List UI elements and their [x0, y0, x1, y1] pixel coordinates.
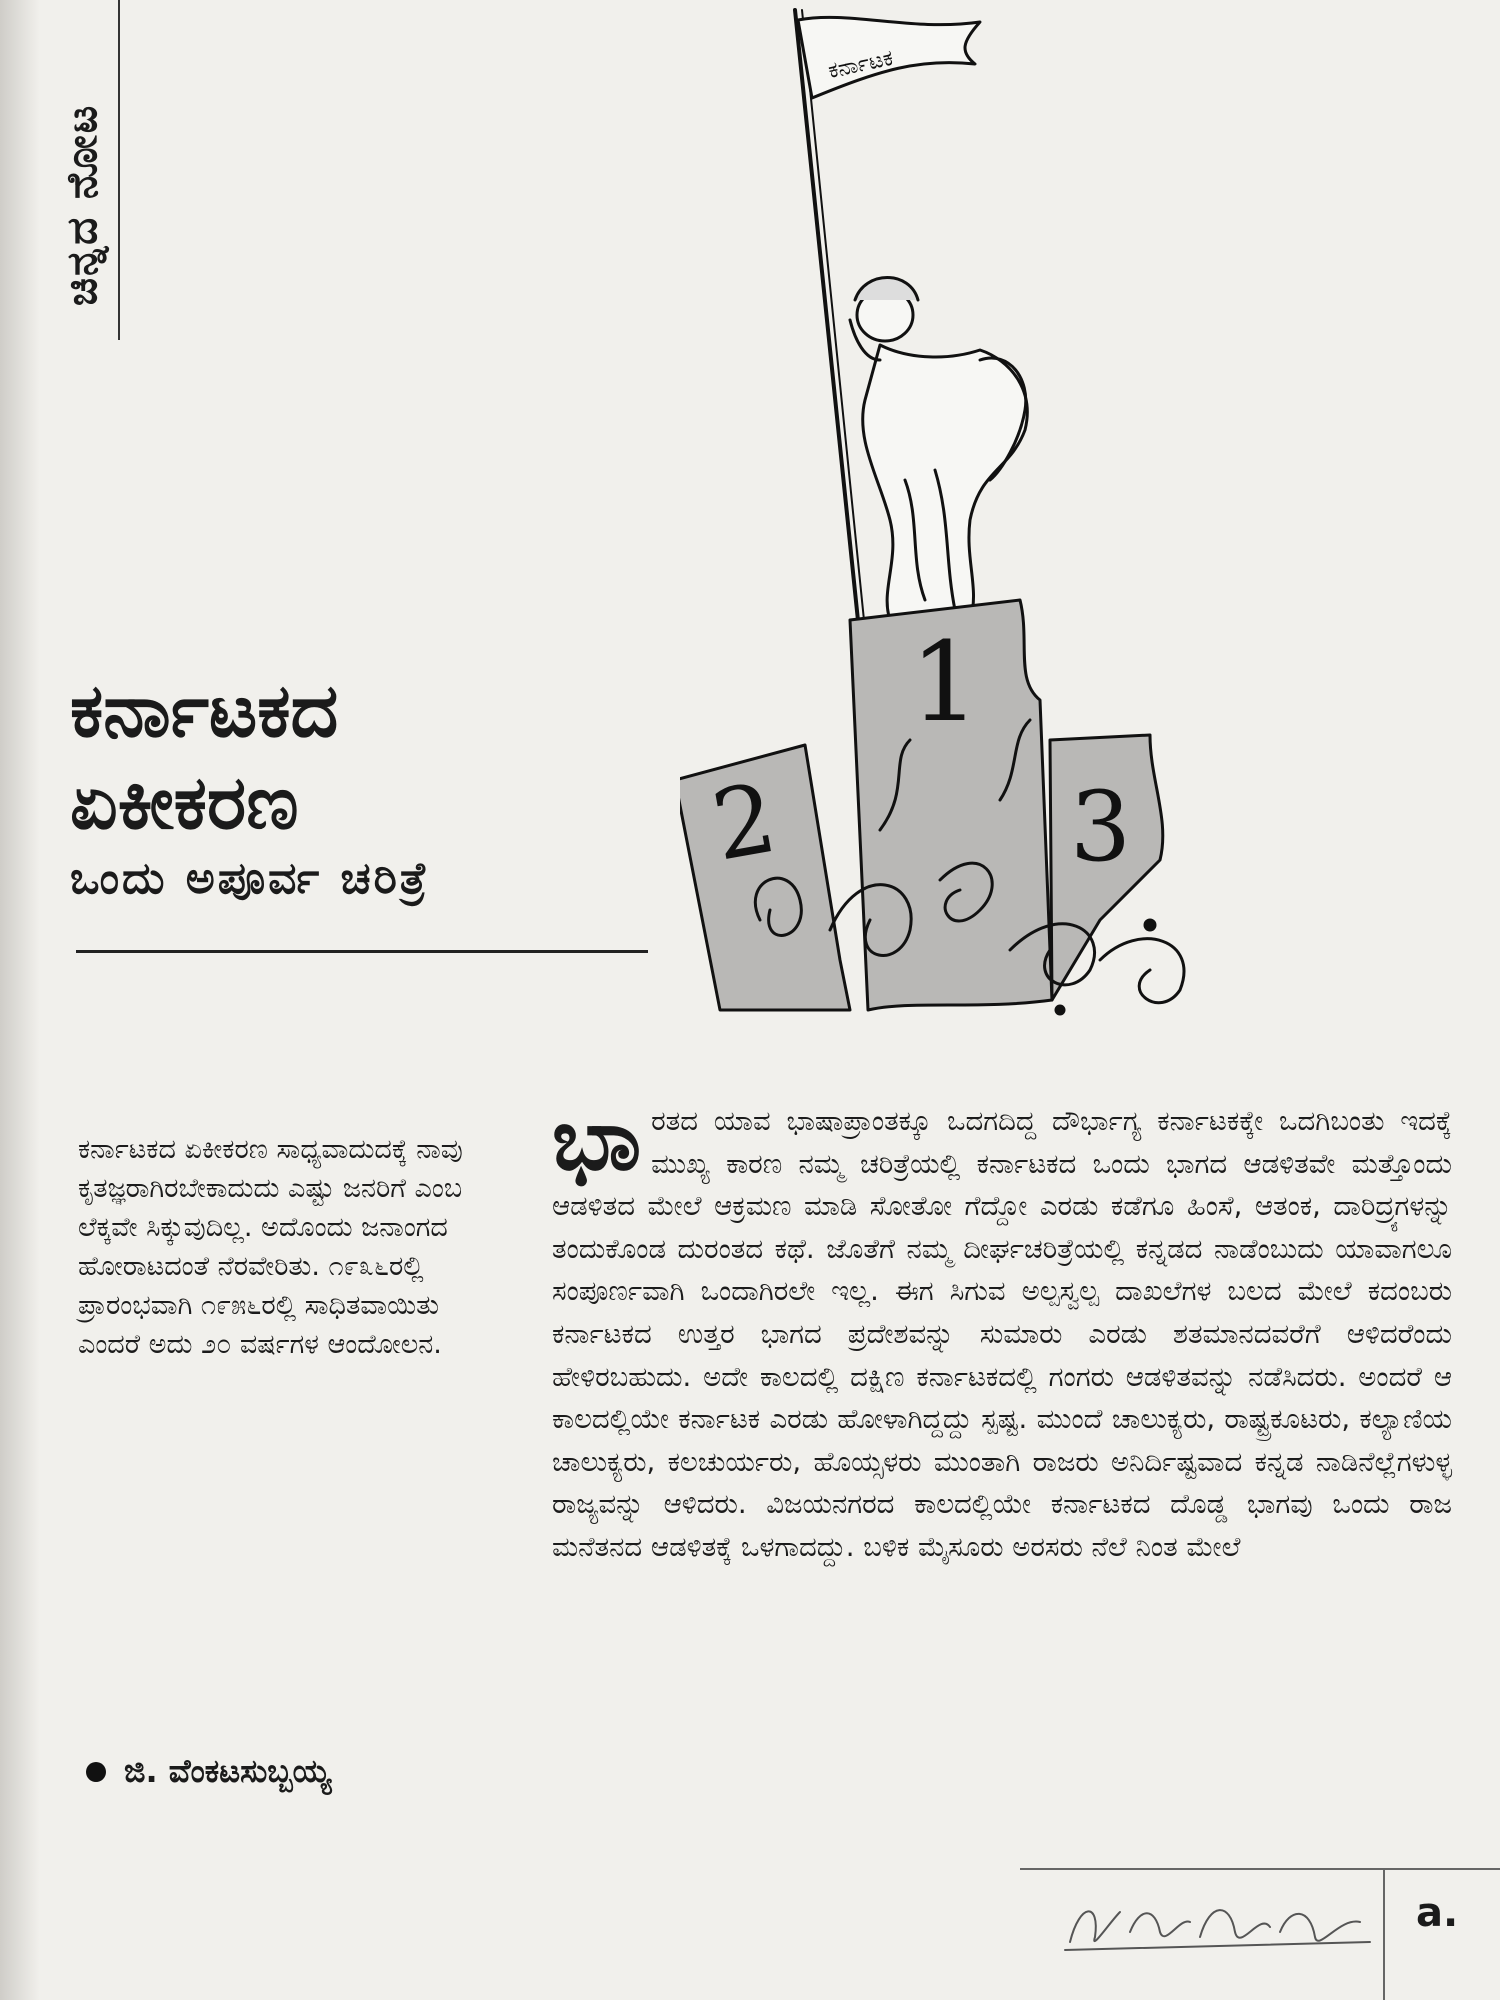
author-byline — [86, 1752, 331, 1791]
page-edge-shadow — [0, 0, 40, 2000]
author-name: ಜಿ. ವೆಂಕಟಸುಬ್ಬಯ್ಯ — [124, 1752, 332, 1790]
title-underline — [76, 950, 648, 953]
page-number: a. — [1416, 1890, 1459, 1936]
flag-text: ಕರ್ನಾಟಕ — [826, 45, 896, 84]
intro-paragraph — [78, 1130, 478, 1364]
block-2-number: 2 — [704, 761, 785, 883]
article-body — [552, 1090, 1452, 1569]
article-subtitle: ಒಂದು ಅಪೂರ್ವ ಚರಿತ್ರೆ — [70, 853, 430, 904]
block-1-number: 1 — [910, 618, 980, 746]
section-divider — [118, 0, 120, 340]
article-title-line-1: ಕರ್ನಾಟಕದ — [70, 668, 339, 754]
intro-text: ಕರ್ನಾಟಕದ ಏಕೀಕರಣ ಸಾಧ್ಯವಾದುದಕ್ಕೆ ನಾವು ಕೃತಜ್ಞರಾಗಿರಬೇಕಾದುದು ಎಷ್ಟು ಜನರಿಗೆ ಎಂಬ ಲೆಕ್ಕವೇ ಸಿಕ್ಕುವುದಿಲ್ಲ. ಅದೊಂದು ಜನಾಂಗದ ಹೋರಾಟದಂತೆ ನೆರವೇರಿತು. ೧೯೩೬ರಲ್ಲಿ ಪ್ರಾರಂಭವಾಗಿ ೧೯೫೬ರಲ್ಲಿ ಸಾಧಿತವಾಯಿತು ಎಂದರೆ ಅದು ೨೦ ವರ್ಷಗಳ ಆಂದೋಲನ. — [78, 1134, 463, 1360]
article-title-line-2: ಏಕೀಕರಣ — [70, 760, 299, 846]
section-tag — [52, 70, 112, 340]
bullet-icon — [86, 1762, 106, 1782]
section-tag-label: ಚಿನ್ನದ ನೋಟ — [57, 103, 107, 307]
artist-signature — [1060, 1882, 1380, 1962]
article-paragraph — [552, 1090, 1452, 1569]
article-title-block — [70, 665, 670, 904]
unification-illustration — [680, 0, 1280, 1040]
drop-cap: ಭಾ — [552, 1090, 642, 1190]
footer-divider — [1383, 1868, 1385, 2000]
article-paragraph-text: ರತದ ಯಾವ ಭಾಷಾಪ್ರಾಂತಕ್ಕೂ ಒದಗದಿದ್ದ ದೌರ್ಭಾಗ್ಯ ಕರ್ನಾಟಕಕ್ಕೇ ಒದಗಿಬಂತು ಇದಕ್ಕೆ ಮುಖ್ಯ ಕಾರಣ ನಮ್ಮ ಚರಿತ್ರೆಯಲ್ಲಿ ಕರ್ನಾಟಕದ ಒಂದು ಭಾಗದ ಆಡಳಿತವೇ ಮತ್ತೊಂದು ಆಡಳಿತದ ಮೇಲೆ ಆಕ್ರಮಣ ಮಾಡಿ ಸೋತೋ ಗೆದ್ದೋ ಎರಡು ಕಡೆಗೂ ಹಿಂಸೆ, ಆತಂಕ, ದಾರಿದ್ರ್ಯಗಳನ್ನು ತಂದುಕೊಂಡ ದುರಂತದ ಕಥೆ. ಜೊತೆಗೆ ನಮ್ಮ ದೀರ್ಘಚರಿತ್ರೆಯಲ್ಲಿ ಕನ್ನಡದ ನಾಡೆಂಬುದು ಯಾವಾಗಲೂ ಸಂಪೂರ್ಣವಾಗಿ ಒಂದಾಗಿರಲೇ ಇಲ್ಲ. ಈಗ ಸಿಗುವ ಅಲ್ಪಸ್ವಲ್ಪ ದಾಖಲೆಗಳ ಬಲದ ಮೇಲೆ ಕದಂಬರು ಕರ್ನಾಟಕದ ಉತ್ತರ ಭಾಗದ ಪ್ರದೇಶವನ್ನು ಸುಮಾರು ಎರಡು ಶತಮಾನದವರೆಗೆ ಆಳಿದರೆಂದು ಹೇಳಿರಬಹುದು. ಅದೇ ಕಾಲದಲ್ಲಿ ದಕ್ಷಿಣ ಕರ್ನಾಟಕದಲ್ಲಿ ಗಂಗರು ಆಡಳಿತವನ್ನು ನಡೆಸಿದರು. ಅಂದರೆ ಆ ಕಾಲದಲ್ಲಿಯೇ ಕರ್ನಾಟಕ ಎರಡು ಹೋಳಾಗಿದ್ದದ್ದು ಸ್ಪಷ್ಟ. ಮುಂದೆ ಚಾಲುಕ್ಯರು, ರಾಷ್ಟ್ರಕೂಟರು, ಕಲ್ಯಾಣಿಯ ಚಾಲುಕ್ಯರು, ಕಲಚುರ್ಯರು, ಹೊಯ್ಸಳರು ಮುಂತಾಗಿ ರಾಜರು ಅನಿರ್ದಿಷ್ಟವಾದ ಕನ್ನಡ ನಾಡಿನೆಲ್ಲೆಗಳುಳ್ಳ ರಾಜ್ಯವನ್ನು ಆಳಿದರು. ವಿಜಯನಗರದ ಕಾಲದಲ್ಲಿಯೇ ಕರ್ನಾಟಕದ ದೊಡ್ಡ ಭಾಗವು ಒಂದು ರಾಜ ಮನೆತನದ ಆಡಳಿತಕ್ಕೆ ಒಳಗಾದದ್ದು. ಬಳಿಕ ಮೈಸೂರು ಅರಸರು ನೆಲೆ ನಿಂತ ಮೇಲೆ — [552, 1105, 1452, 1563]
block-3-number: 3 — [1070, 771, 1132, 883]
footer-rule — [1020, 1868, 1500, 1870]
